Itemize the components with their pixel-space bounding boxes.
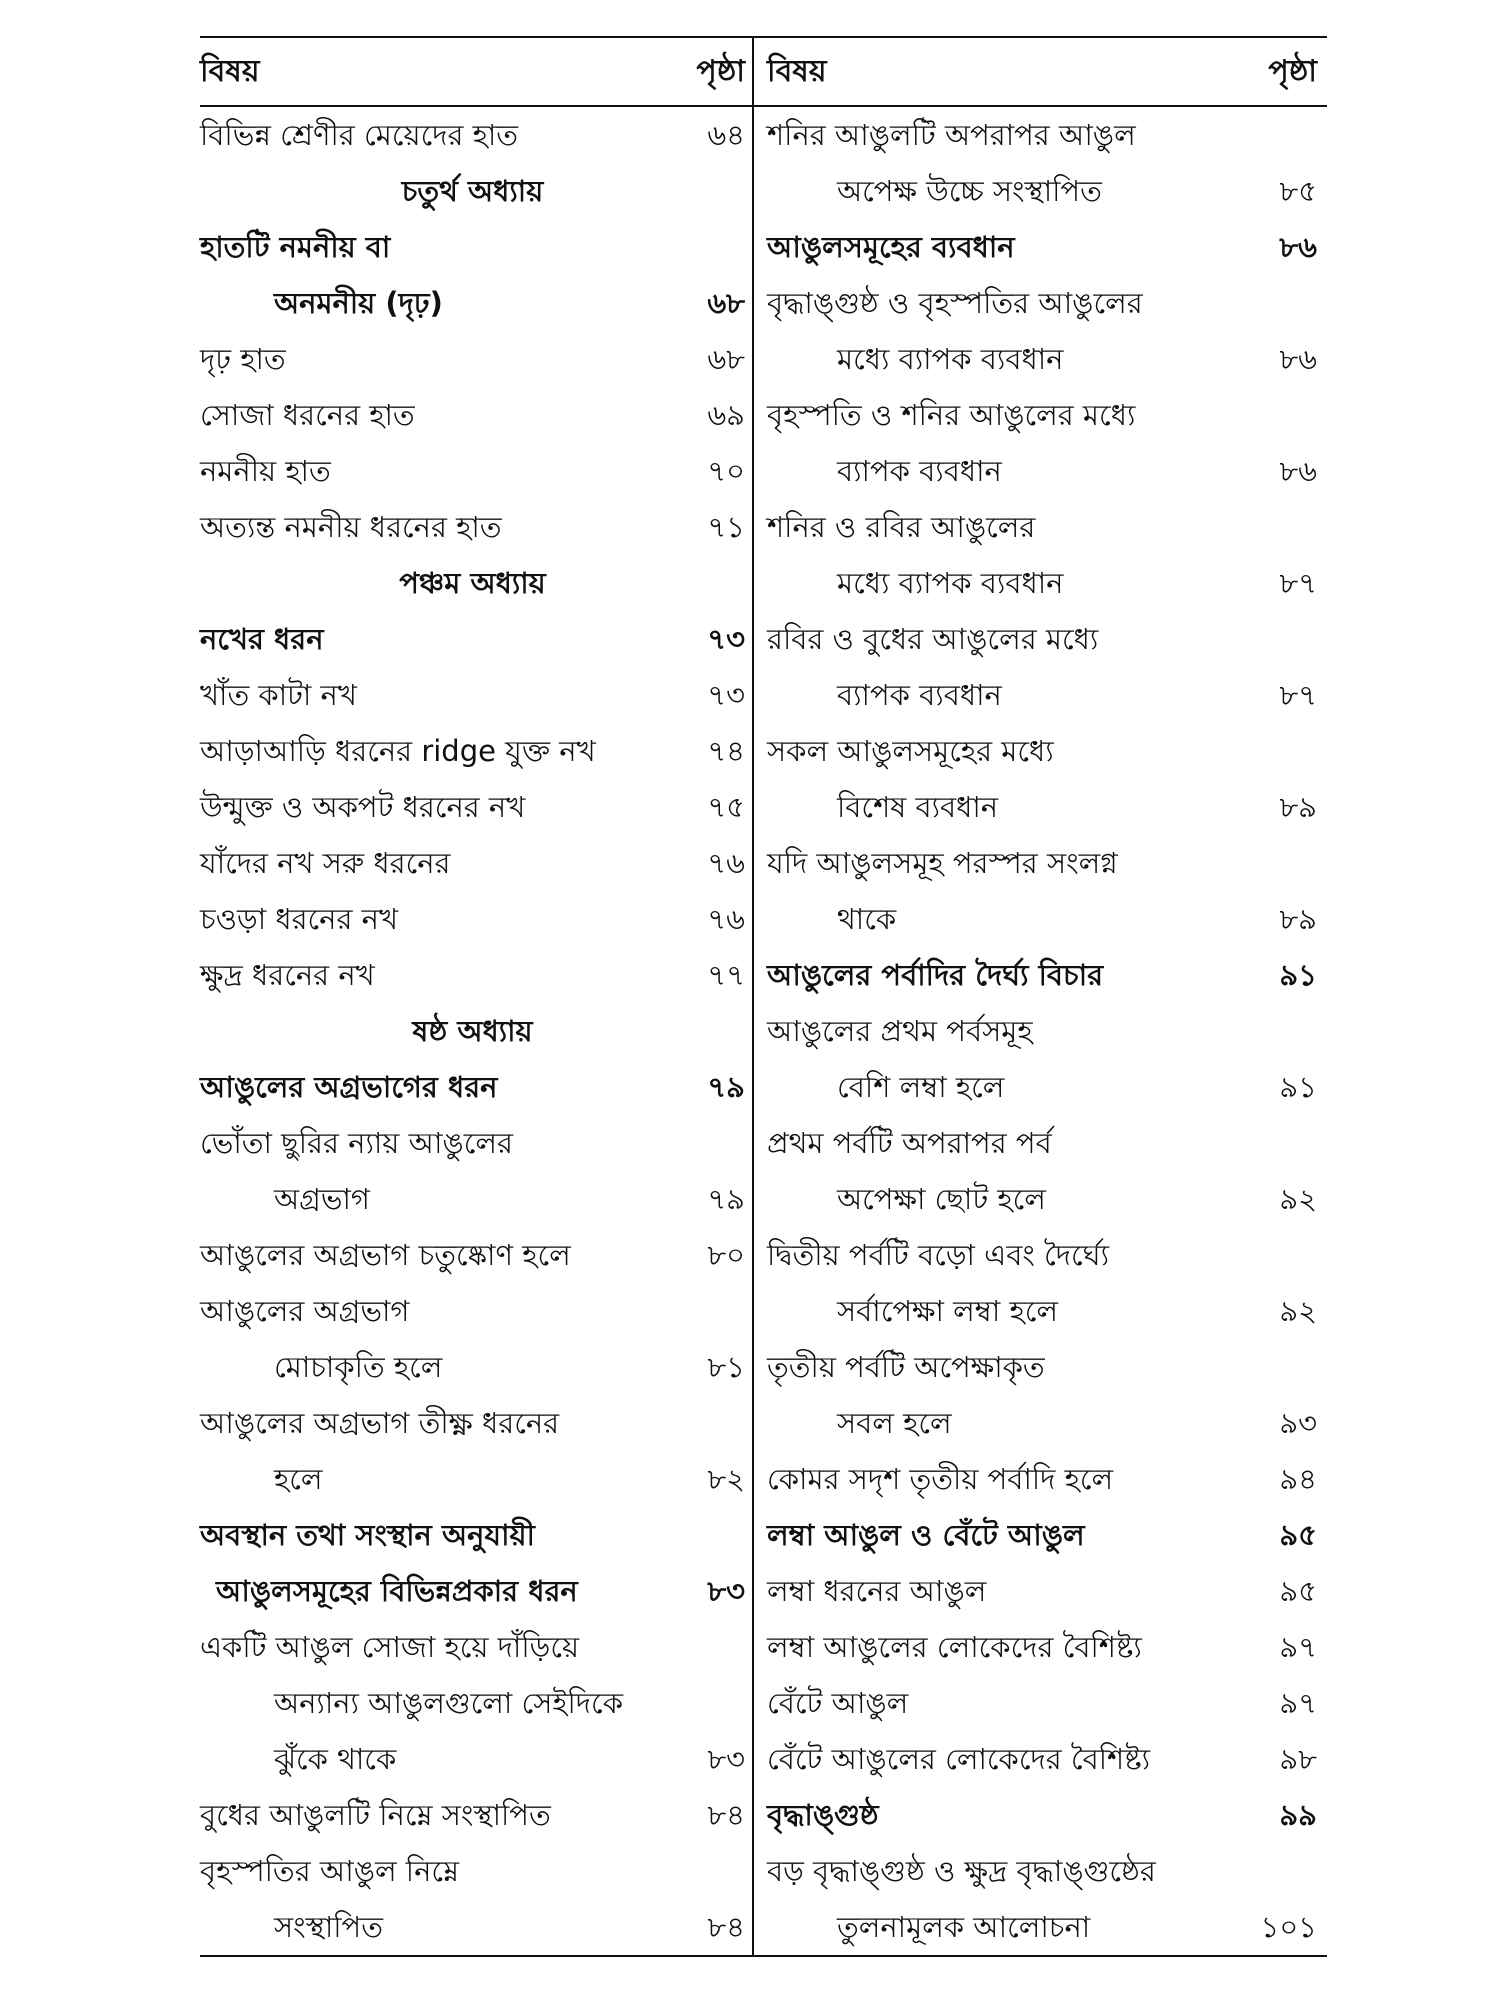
entry-title: হলে	[274, 1461, 323, 1496]
entry-title: সকল আঙুলসমূহের মধ্যে	[767, 733, 1054, 768]
entry-title: আড়াআড়ি ধরনের ridge যুক্ত নখ	[200, 733, 596, 768]
entry-page: ৭৬	[707, 845, 745, 880]
entry-title: সর্বাপেক্ষা লম্বা হলে	[837, 1293, 1058, 1328]
toc-row	[200, 387, 1327, 443]
page-column-header: পৃষ্ঠা	[696, 53, 745, 89]
entry-title: মোচাকৃতি হলে	[274, 1349, 443, 1384]
toc-entry-left	[200, 1339, 754, 1395]
toc-entry-left	[200, 107, 754, 163]
entry-page: ৮১	[707, 1349, 745, 1384]
entry-page: ৯২	[1279, 1293, 1317, 1328]
entry-page: ৬৯	[707, 397, 745, 432]
entry-page: ৯৭	[1279, 1685, 1317, 1720]
toc-row	[200, 723, 1327, 779]
toc-header-left	[200, 38, 754, 105]
page-column-header: পৃষ্ঠা	[1268, 53, 1317, 89]
entry-title: যদি আঙুলসমূহ পরস্পর সংলগ্ন	[767, 845, 1118, 880]
toc-row	[200, 1619, 1327, 1675]
entry-page: ৭০	[707, 453, 745, 488]
entry-title: আঙুলের অগ্রভাগ	[200, 1293, 410, 1328]
toc-entry-right	[754, 723, 1327, 779]
entry-title: বিশেষ ব্যবধান	[837, 789, 999, 824]
entry-page: ৬৮	[707, 341, 745, 376]
entry-title: অপেক্ষা ছোট হলে	[837, 1181, 1046, 1216]
toc-entry-left	[200, 1787, 754, 1843]
toc-entry-right	[754, 1843, 1327, 1899]
entry-page: ৮৫	[1279, 173, 1317, 208]
entry-title: ক্ষুদ্র ধরনের নখ	[200, 957, 375, 992]
entry-page: ৮৭	[1279, 565, 1317, 600]
entry-title: লম্বা ধরনের আঙুল	[767, 1573, 987, 1608]
toc-entry-left	[200, 555, 754, 611]
entry-page: ৮৯	[1279, 901, 1317, 936]
toc-entry-right	[754, 1171, 1327, 1227]
toc-header-row	[200, 38, 1327, 107]
toc-entry-right	[754, 1731, 1327, 1787]
toc-entry-right	[754, 835, 1327, 891]
entry-page: ৯১	[1279, 1069, 1317, 1104]
chapter-heading: ষষ্ঠ অধ্যায়	[412, 1013, 533, 1048]
entry-page: ৭১	[707, 509, 745, 544]
entry-title: তৃতীয় পর্বটি অপেক্ষাকৃত	[767, 1349, 1045, 1384]
toc-entry-left	[200, 219, 754, 275]
entry-title: লম্বা আঙুলের লোকেদের বৈশিষ্ট্য	[767, 1629, 1142, 1664]
entry-page: ৭৬	[707, 901, 745, 936]
entry-page: ৭৪	[707, 733, 745, 768]
entry-title: যাঁদের নখ সরু ধরনের	[200, 845, 451, 880]
toc-entry-left	[200, 1171, 754, 1227]
entry-title: ব্যাপক ব্যবধান	[837, 453, 1002, 488]
toc-entry-right	[754, 1563, 1327, 1619]
toc-entry-right	[754, 163, 1327, 219]
toc-entry-left	[200, 499, 754, 555]
entry-title: অন্যান্য আঙুলগুলো সেইদিকে	[274, 1685, 623, 1720]
toc-row	[200, 1675, 1327, 1731]
subject-column-header: বিষয়	[767, 53, 827, 89]
entry-page: ৯৫	[1279, 1517, 1317, 1552]
entry-page: ৯২	[1279, 1181, 1317, 1216]
toc-entry-right	[754, 1115, 1327, 1171]
toc-entry-right	[754, 499, 1327, 555]
entry-title: শনির আঙুলটি অপরাপর আঙুল	[767, 117, 1136, 152]
toc-entry-left	[200, 667, 754, 723]
toc-entry-right	[754, 275, 1327, 331]
toc-entry-right	[754, 1283, 1327, 1339]
entry-page: ৯১	[1279, 957, 1317, 992]
toc-entry-left	[200, 1059, 754, 1115]
entry-title: বেঁটে আঙুলের লোকেদের বৈশিষ্ট্য	[767, 1741, 1151, 1776]
toc-row	[200, 1339, 1327, 1395]
toc-entry-left	[200, 443, 754, 499]
entry-title: বুধের আঙুলটি নিম্নে সংস্থাপিত	[200, 1797, 551, 1832]
entry-page: ১০১	[1260, 1909, 1317, 1944]
toc-row	[200, 779, 1327, 835]
entry-page: ৮০	[707, 1237, 745, 1272]
toc-entry-left	[200, 891, 754, 947]
toc-row	[200, 611, 1327, 667]
entry-title: তুলনামূলক আলোচনা	[837, 1909, 1091, 1944]
toc-row	[200, 1843, 1327, 1899]
entry-page: ৮২	[707, 1461, 745, 1496]
toc-entry-left	[200, 1731, 754, 1787]
entry-title: অনমনীয় (দৃঢ়)	[274, 285, 443, 320]
entry-title: নখের ধরন	[200, 621, 324, 656]
entry-title: রবির ও বুধের আঙুলের মধ্যে	[767, 621, 1099, 656]
entry-title: মধ্যে ব্যাপক ব্যবধান	[837, 565, 1064, 600]
entry-page: ৮৭	[1279, 677, 1317, 712]
entry-title: বৃহস্পতির আঙুল নিম্নে	[200, 1853, 460, 1888]
entry-page: ৯৪	[1279, 1461, 1317, 1496]
toc-entry-right	[754, 1675, 1327, 1731]
entry-title: আঙুলসমূহের বিভিন্নপ্রকার ধরন	[216, 1573, 578, 1608]
toc-entry-left	[200, 1283, 754, 1339]
entry-page: ৮৪	[707, 1797, 745, 1832]
toc-entry-left	[200, 1507, 754, 1563]
toc-entry-left	[200, 835, 754, 891]
entry-page: ৮৬	[1279, 341, 1317, 376]
entry-title: সোজা ধরনের হাত	[200, 397, 415, 432]
toc-entry-right	[754, 443, 1327, 499]
toc-entry-right	[754, 1227, 1327, 1283]
toc-row	[200, 891, 1327, 947]
entry-title: হাতটি নমনীয় বা	[200, 229, 391, 264]
entry-page: ৭৩	[707, 677, 745, 712]
toc-row	[200, 1059, 1327, 1115]
entry-title: বেঁটে আঙুল	[767, 1685, 909, 1720]
entry-page: ৮৪	[707, 1909, 745, 1944]
entry-title: ঝুঁকে থাকে	[274, 1741, 397, 1776]
entry-title: আঙুলসমূহের ব্যবধান	[767, 229, 1015, 264]
toc-entry-left	[200, 947, 754, 1003]
entry-page: ৭৭	[707, 957, 745, 992]
entry-title: প্রথম পর্বটি অপরাপর পর্ব	[767, 1125, 1052, 1160]
entry-page: ৯৩	[1279, 1405, 1317, 1440]
entry-page: ৮৯	[1279, 789, 1317, 824]
toc-entry-right	[754, 1059, 1327, 1115]
toc-entry-left	[200, 723, 754, 779]
entry-title: কোমর সদৃশ তৃতীয় পর্বাদি হলে	[767, 1461, 1114, 1496]
toc-row	[200, 331, 1327, 387]
toc-entry-right	[754, 219, 1327, 275]
entry-title: সবল হলে	[837, 1405, 952, 1440]
entry-title: নমনীয় হাত	[200, 453, 331, 488]
entry-title: থাকে	[837, 901, 897, 936]
toc-entry-left	[200, 387, 754, 443]
entry-title: অবস্থান তথা সংস্থান অনুযায়ী	[200, 1517, 535, 1552]
toc-entry-right	[754, 611, 1327, 667]
toc-row	[200, 107, 1327, 163]
entry-page: ৮৬	[1279, 453, 1317, 488]
toc-row	[200, 1115, 1327, 1171]
entry-page: ৮৬	[1279, 229, 1317, 264]
entry-title: খাঁত কাটা নখ	[200, 677, 357, 712]
toc-entry-right	[754, 1395, 1327, 1451]
entry-title: বিভিন্ন শ্রেণীর মেয়েদের হাত	[200, 117, 519, 152]
toc-entry-right	[754, 947, 1327, 1003]
toc-row	[200, 1899, 1327, 1955]
entry-title: ব্যাপক ব্যবধান	[837, 677, 1002, 712]
entry-page: ৭৫	[707, 789, 745, 824]
toc-entry-left	[200, 1451, 754, 1507]
entry-title: মধ্যে ব্যাপক ব্যবধান	[837, 341, 1064, 376]
toc-entry-left	[200, 1619, 754, 1675]
entry-title: সংস্থাপিত	[274, 1909, 383, 1944]
toc-entry-right	[754, 1451, 1327, 1507]
entry-title: আঙুলের অগ্রভাগের ধরন	[200, 1069, 498, 1104]
table-of-contents	[200, 36, 1327, 1957]
toc-entry-left	[200, 779, 754, 835]
entry-page: ৯৭	[1279, 1629, 1317, 1664]
toc-row	[200, 1563, 1327, 1619]
toc-row	[200, 1507, 1327, 1563]
toc-entry-left	[200, 1227, 754, 1283]
toc-header-right	[754, 38, 1327, 105]
toc-entry-right	[754, 1899, 1327, 1955]
toc-entry-left	[200, 1395, 754, 1451]
toc-row	[200, 1787, 1327, 1843]
toc-row	[200, 667, 1327, 723]
toc-entry-left	[200, 611, 754, 667]
toc-row	[200, 1227, 1327, 1283]
toc-entry-right	[754, 107, 1327, 163]
toc-entry-right	[754, 1787, 1327, 1843]
toc-entry-right	[754, 779, 1327, 835]
entry-page: ৮৩	[707, 1741, 745, 1776]
toc-row	[200, 947, 1327, 1003]
toc-entry-left	[200, 163, 754, 219]
entry-title: শনির ও রবির আঙুলের	[767, 509, 1036, 544]
chapter-heading: চতুর্থ অধ্যায়	[401, 173, 544, 208]
toc-row	[200, 835, 1327, 891]
entry-title: বৃদ্ধাঙ্গুষ্ঠ	[767, 1797, 879, 1832]
entry-title: আঙুলের অগ্রভাগ তীক্ষ্ণ ধরনের	[200, 1405, 560, 1440]
entry-title: বড় বৃদ্ধাঙ্গুষ্ঠ ও ক্ষুদ্র বৃদ্ধাঙ্গুষ্ঠের	[767, 1853, 1156, 1888]
toc-row	[200, 443, 1327, 499]
entry-page: ৯৫	[1279, 1573, 1317, 1608]
entry-title: বেশি লম্বা হলে	[837, 1069, 1005, 1104]
toc-entry-right	[754, 555, 1327, 611]
toc-row	[200, 1171, 1327, 1227]
entry-title: লম্বা আঙুল ও বেঁটে আঙুল	[767, 1517, 1085, 1552]
toc-row	[200, 1731, 1327, 1787]
entry-page: ৯৮	[1279, 1741, 1317, 1776]
entry-title: অত্যন্ত নমনীয় ধরনের হাত	[200, 509, 502, 544]
entry-title: আঙুলের অগ্রভাগ চতুষ্কোণ হলে	[200, 1237, 571, 1272]
toc-row	[200, 1283, 1327, 1339]
entry-page: ৭৩	[707, 621, 745, 656]
entry-page: ৬৪	[707, 117, 745, 152]
entry-title: একটি আঙুল সোজা হয়ে দাঁড়িয়ে	[200, 1629, 580, 1664]
entry-page: ৮৩	[707, 1573, 745, 1608]
toc-row	[200, 275, 1327, 331]
entry-title: দৃঢ় হাত	[200, 341, 286, 376]
entry-title: উন্মুক্ত ও অকপট ধরনের নখ	[200, 789, 526, 824]
toc-entry-right	[754, 1507, 1327, 1563]
entry-title: দ্বিতীয় পর্বটি বড়ো এবং দৈর্ঘ্যে	[767, 1237, 1109, 1272]
entry-page: ৯৯	[1279, 1797, 1317, 1832]
subject-column-header: বিষয়	[200, 53, 260, 89]
toc-entry-right	[754, 1619, 1327, 1675]
toc-row	[200, 555, 1327, 611]
toc-entry-right	[754, 1339, 1327, 1395]
entry-page: ৭৯	[707, 1069, 745, 1104]
entry-title: ভোঁতা ছুরির ন্যায় আঙুলের	[200, 1125, 513, 1160]
toc-entry-left	[200, 1563, 754, 1619]
toc-row	[200, 1451, 1327, 1507]
toc-row	[200, 1003, 1327, 1059]
chapter-heading: পঞ্চম অধ্যায়	[399, 565, 546, 600]
toc-row	[200, 219, 1327, 275]
toc-entry-left	[200, 1675, 754, 1731]
toc-entry-left	[200, 331, 754, 387]
toc-entry-right	[754, 667, 1327, 723]
toc-row	[200, 163, 1327, 219]
entry-title: আঙুলের প্রথম পর্বসমূহ	[767, 1013, 1033, 1048]
entry-title: অগ্রভাগ	[274, 1181, 370, 1216]
entry-title: বৃহস্পতি ও শনির আঙুলের মধ্যে	[767, 397, 1136, 432]
toc-entry-left	[200, 1899, 754, 1955]
entry-title: অপেক্ষ উচ্চে সংস্থাপিত	[837, 173, 1102, 208]
toc-entry-right	[754, 387, 1327, 443]
entry-title: আঙুলের পর্বাদির দৈর্ঘ্য বিচার	[767, 957, 1104, 992]
toc-entry-right	[754, 1003, 1327, 1059]
toc-entry-left	[200, 275, 754, 331]
entry-page: ৭৯	[707, 1181, 745, 1216]
entry-title: বৃদ্ধাঙ্গুষ্ঠ ও বৃহস্পতির আঙুলের	[767, 285, 1143, 320]
entry-page: ৬৮	[707, 285, 745, 320]
toc-entry-left	[200, 1843, 754, 1899]
toc-entry-left	[200, 1003, 754, 1059]
toc-row	[200, 1395, 1327, 1451]
toc-entry-left	[200, 1115, 754, 1171]
toc-entry-right	[754, 331, 1327, 387]
toc-entry-right	[754, 891, 1327, 947]
toc-row	[200, 499, 1327, 555]
entry-title: চওড়া ধরনের নখ	[200, 901, 399, 936]
